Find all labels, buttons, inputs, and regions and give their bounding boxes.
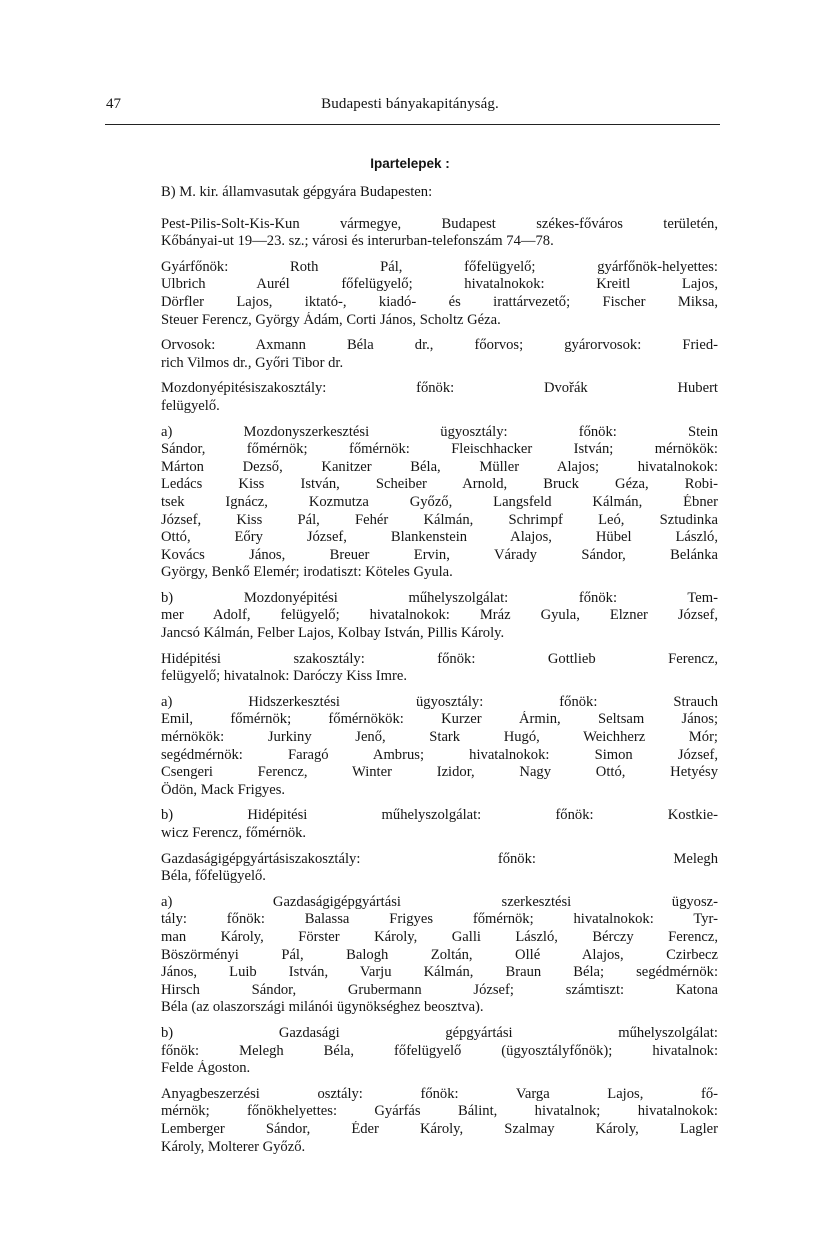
text-line: a) Hidszerkesztési ügyosztály: főnök: Strauch bbox=[161, 693, 718, 710]
paragraph-gap bbox=[161, 251, 718, 259]
paragraph-gap bbox=[161, 372, 718, 380]
paragraph bbox=[161, 424, 718, 582]
text-line: Emil, főmérnök; főmérnökök: Kurzer Ármin, Seltsam János; bbox=[161, 711, 718, 728]
paragraph-gap bbox=[161, 886, 718, 894]
paragraph-gap bbox=[161, 582, 718, 590]
text-line: Márton Dezső, Kanitzer Béla, Müller Alajos; hivatalnokok: bbox=[161, 458, 718, 475]
paragraph bbox=[161, 184, 718, 202]
text-line: a) Gazdaságigépgyártási szerkesztési ügyosz- bbox=[161, 893, 718, 910]
text-line: Károly, Molterer Győző. bbox=[161, 1138, 306, 1155]
text-line: Jancsó Kálmán, Felber Lajos, Kolbay István, Pillis Károly. bbox=[161, 625, 505, 642]
section-title: Ipartelepek : bbox=[370, 156, 450, 171]
text-line: Ödön, Mack Frigyes. bbox=[161, 781, 286, 798]
paragraph bbox=[161, 894, 718, 1017]
paragraph-gap bbox=[161, 329, 718, 337]
text-line: mérnökök: Jurkiny Jenő, Stark Hugó, Weichherz Mór; bbox=[161, 729, 718, 746]
paragraph bbox=[161, 851, 718, 886]
header-rule bbox=[105, 124, 720, 125]
paragraph-gap bbox=[161, 416, 718, 424]
text-line: mer Adolf, felügyelő; hivatalnokok: Mráz Gyula, Elzner József, bbox=[161, 607, 718, 624]
text-line: Hidépitési szakosztály: főnök: Gottlieb Ferencz, bbox=[161, 650, 718, 667]
paragraph-gap bbox=[161, 202, 718, 216]
text-line: felügyelő; hivatalnok: Daróczy Kiss Imre. bbox=[161, 668, 407, 685]
running-header: Budapesti bányakapitányság. bbox=[321, 96, 499, 112]
paragraph-gap bbox=[161, 643, 718, 651]
text-line: b) Mozdonyépitési műhelyszolgálat: főnök: Tem- bbox=[161, 589, 718, 606]
text-line: Orvosok: Axmann Béla dr., főorvos; gyárorvosok: Fried- bbox=[161, 337, 718, 354]
paragraph-gap bbox=[161, 843, 718, 851]
text-line: Béla (az olaszországi milánói ügynökséghez beosztva). bbox=[161, 999, 484, 1016]
paragraph bbox=[161, 1025, 718, 1078]
text-line: főnök: Melegh Béla, főfelügyelő (ügyosztályfőnök); hivatalnok: bbox=[161, 1042, 718, 1059]
paragraph-gap bbox=[161, 1017, 718, 1025]
text-line: Lemberger Sándor, Éder Károly, Szalmay Károly, Lagler bbox=[161, 1120, 718, 1137]
text-line: man Károly, Förster Károly, Galli László, Bérczy Ferencz, bbox=[161, 928, 718, 945]
paragraph bbox=[161, 259, 718, 329]
text-line: Böszörményi Pál, Balogh Zoltán, Ollé Alajos, Czirbecz bbox=[161, 946, 718, 963]
text-line: György, Benkő Elemér; irodatiszt: Köteles Gyula. bbox=[161, 564, 453, 581]
paragraph bbox=[161, 590, 718, 643]
paragraph-gap bbox=[161, 799, 718, 807]
text-line: b) Gazdasági gépgyártási műhelyszolgálat: bbox=[161, 1024, 718, 1041]
text-line: Kőbányai-ut 19—23. sz.; városi és interurban-telefonszám 74—78. bbox=[161, 233, 554, 250]
text-line: tály: főnök: Balassa Frigyes főmérnök; hivatalnokok: Tyr- bbox=[161, 911, 718, 928]
page-number: 47 bbox=[106, 96, 121, 112]
paragraph bbox=[161, 337, 718, 372]
text-line: Csengeri Ferencz, Winter Izidor, Nagy Ottó, Hetyésy bbox=[161, 764, 718, 781]
paragraph-gap bbox=[161, 1078, 718, 1086]
text-line: felügyelő. bbox=[161, 397, 220, 414]
text-line: Mozdonyépitésiszakosztály: főnök: Dvořák Hubert bbox=[161, 380, 718, 397]
text-line: wicz Ferencz, főmérnök. bbox=[161, 825, 307, 841]
text-line: Dörfler Lajos, iktató-, kiadó- és irattárvezető; Fischer Miksa, bbox=[161, 293, 718, 310]
text-line: rich Vilmos dr., Győri Tibor dr. bbox=[161, 354, 344, 371]
text-line: Felde Ágoston. bbox=[161, 1060, 251, 1077]
text-line: Pest-Pilis-Solt-Kis-Kun vármegye, Budapest székes-főváros területén, bbox=[161, 215, 718, 232]
text-line: Steuer Ferencz, György Ádám, Corti János, Scholtz Géza. bbox=[161, 311, 501, 328]
paragraph bbox=[161, 807, 718, 842]
text-line: Gazdaságigépgyártásiszakosztály: főnök: Melegh bbox=[161, 850, 718, 867]
text-line: Kovács János, Breuer Ervin, Várady Sándor, Belánka bbox=[161, 546, 718, 563]
text-line: Hirsch Sándor, Grubermann József; számtiszt: Katona bbox=[161, 981, 718, 998]
text-line: b) Hidépitési műhelyszolgálat: főnök: Kostkie- bbox=[161, 807, 718, 824]
paragraph bbox=[161, 694, 718, 800]
paragraph bbox=[161, 651, 718, 686]
document-body bbox=[161, 184, 718, 1156]
text-line: Gyárfőnök: Roth Pál, főfelügyelő; gyárfőnök-helyettes: bbox=[161, 258, 718, 275]
text-line: segédmérnök: Faragó Ambrus; hivatalnokok: Simon József, bbox=[161, 746, 718, 763]
paragraph bbox=[161, 380, 718, 415]
text-line: a) Mozdonyszerkesztési ügyosztály: főnök: Stein bbox=[161, 423, 718, 440]
text-line: Ledács Kiss István, Scheiber Arnold, Bruck Géza, Robi- bbox=[161, 476, 718, 493]
text-line: mérnök; főnökhelyettes: Gyárfás Bálint, hivatalnok; hivatalnokok: bbox=[161, 1103, 718, 1120]
text-line: Anyagbeszerzési osztály: főnök: Varga Lajos, fő- bbox=[161, 1085, 718, 1102]
paragraph bbox=[161, 1086, 718, 1156]
text-line: János, Luib István, Varju Kálmán, Braun Béla; segédmérnök: bbox=[161, 964, 718, 981]
text-line: Sándor, főmérnök; főmérnök: Fleischhacker István; mérnökök: bbox=[161, 441, 718, 458]
text-line: tsek Ignácz, Kozmutza Győző, Langsfeld Kálmán, Ébner bbox=[161, 493, 718, 510]
text-line: Béla, főfelügyelő. bbox=[161, 868, 266, 885]
text-line: Ulbrich Aurél főfelügyelő; hivatalnokok: Kreitl Lajos, bbox=[161, 276, 718, 293]
text-line: Ottó, Eőry József, Blankenstein Alajos, Hübel László, bbox=[161, 529, 718, 546]
paragraph-gap bbox=[161, 686, 718, 694]
text-line: B) M. kir. államvasutak gépgyára Budapesten: bbox=[161, 184, 433, 200]
paragraph bbox=[161, 216, 718, 251]
text-line: József, Kiss Pál, Fehér Kálmán, Schrimpf Leó, Sztudinka bbox=[161, 511, 718, 528]
